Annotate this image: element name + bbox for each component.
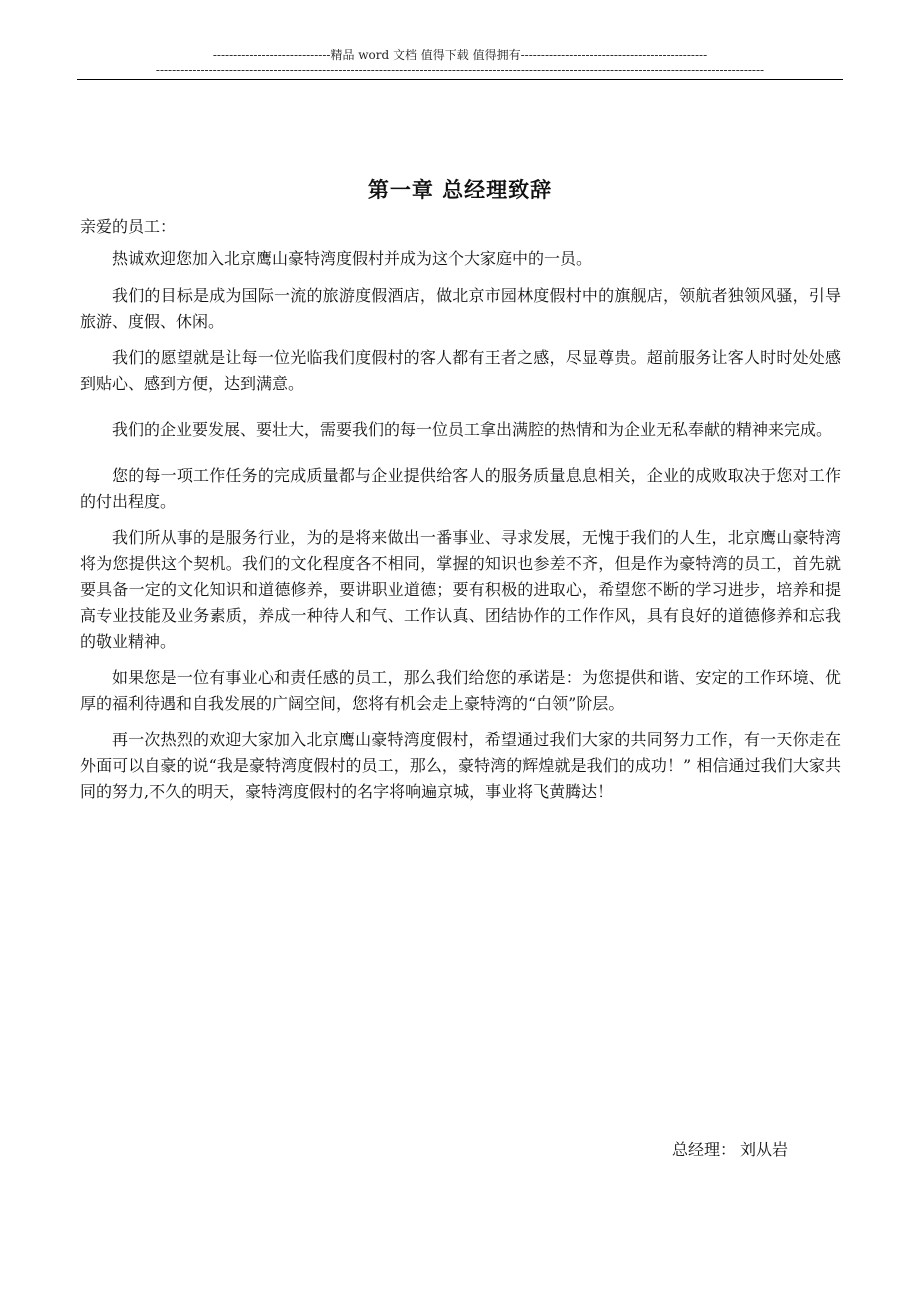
paragraph-closing: 再一次热烈的欢迎大家加入北京鹰山豪特湾度假村，希望通过我们大家的共同努力工作，有一天你走在外面可以自豪的说“我是豪特湾度假村的员工，那么，豪特湾的辉煌就是我们的成功！” 相信通过我们大家共同的努力,不久的明天，豪特湾度假村的名字将响遍京城，事业将飞黄腾达！ [80,730,841,801]
paragraph-development: 我们的企业要发展、要壮大，需要我们的每一位员工拿出满腔的热情和为企业无私奉献的精神来完成。 [112,420,833,439]
paragraph-service-industry: 我们所从事的是服务行业，为的是将来做出一番事业、寻求发展，无愧于我们的人生，北京鹰山豪特湾将为您提供这个契机。我们的文化程度各不相同，掌握的知识也参差不齐，但是作为豪特湾的员工，首先就要具备一定的文化知识和道德修养，要讲职业道德；要有积极的进取心，希望您不断的学习进步，培养和提高专业技能及业务素质，养成一种待人和气、工作认真、团结协作的工作作风，具有良好的道德修养和忘我的敬业精神。 [80,528,841,651]
paragraph-promise: 如果您是一位有事业心和责任感的员工，那么我们给您的承诺是：为您提供和谐、安定的工作环境、优厚的福利待遇和自我发展的广阔空间，您将有机会走上豪特湾的“白领”阶层。 [80,668,841,713]
paragraph-welcome: 热诚欢迎您加入北京鹰山豪特湾度假村并成为这个大家庭中的一员。 [112,249,593,268]
signature [672,1137,788,1160]
signature-name: 刘从岩 [740,1140,789,1159]
header-banner: -----------------------------精品 word 文档 值得下载 值得拥有---------------------------------------------- [212,48,708,62]
salutation: 亲爱的员工： [80,217,177,236]
chapter-title: 第一章 总经理致辞 [367,178,553,202]
paragraph-quality: 您的每一项工作任务的完成质量都与企业提供给客人的服务质量息息相关，企业的成败取决于您对工作的付出程度。 [80,466,841,511]
paragraph-goal: 我们的目标是成为国际一流的旅游度假酒店，做北京市园林度假村中的旗舰店，领航者独领风骚，引导旅游、度假、休闲。 [80,286,841,331]
paragraph-wish: 我们的愿望就是让每一位光临我们度假村的客人都有王者之感，尽显尊贵。超前服务让客人时时处处感到贴心、感到方便，达到满意。 [80,348,841,393]
letter-body [80,214,841,815]
header-dash-line: ------------------------------------------------------------------------------------------------------------------------------------------------------ [155,63,765,77]
header-rule [77,79,843,80]
signature-label: 总经理： [672,1140,737,1159]
